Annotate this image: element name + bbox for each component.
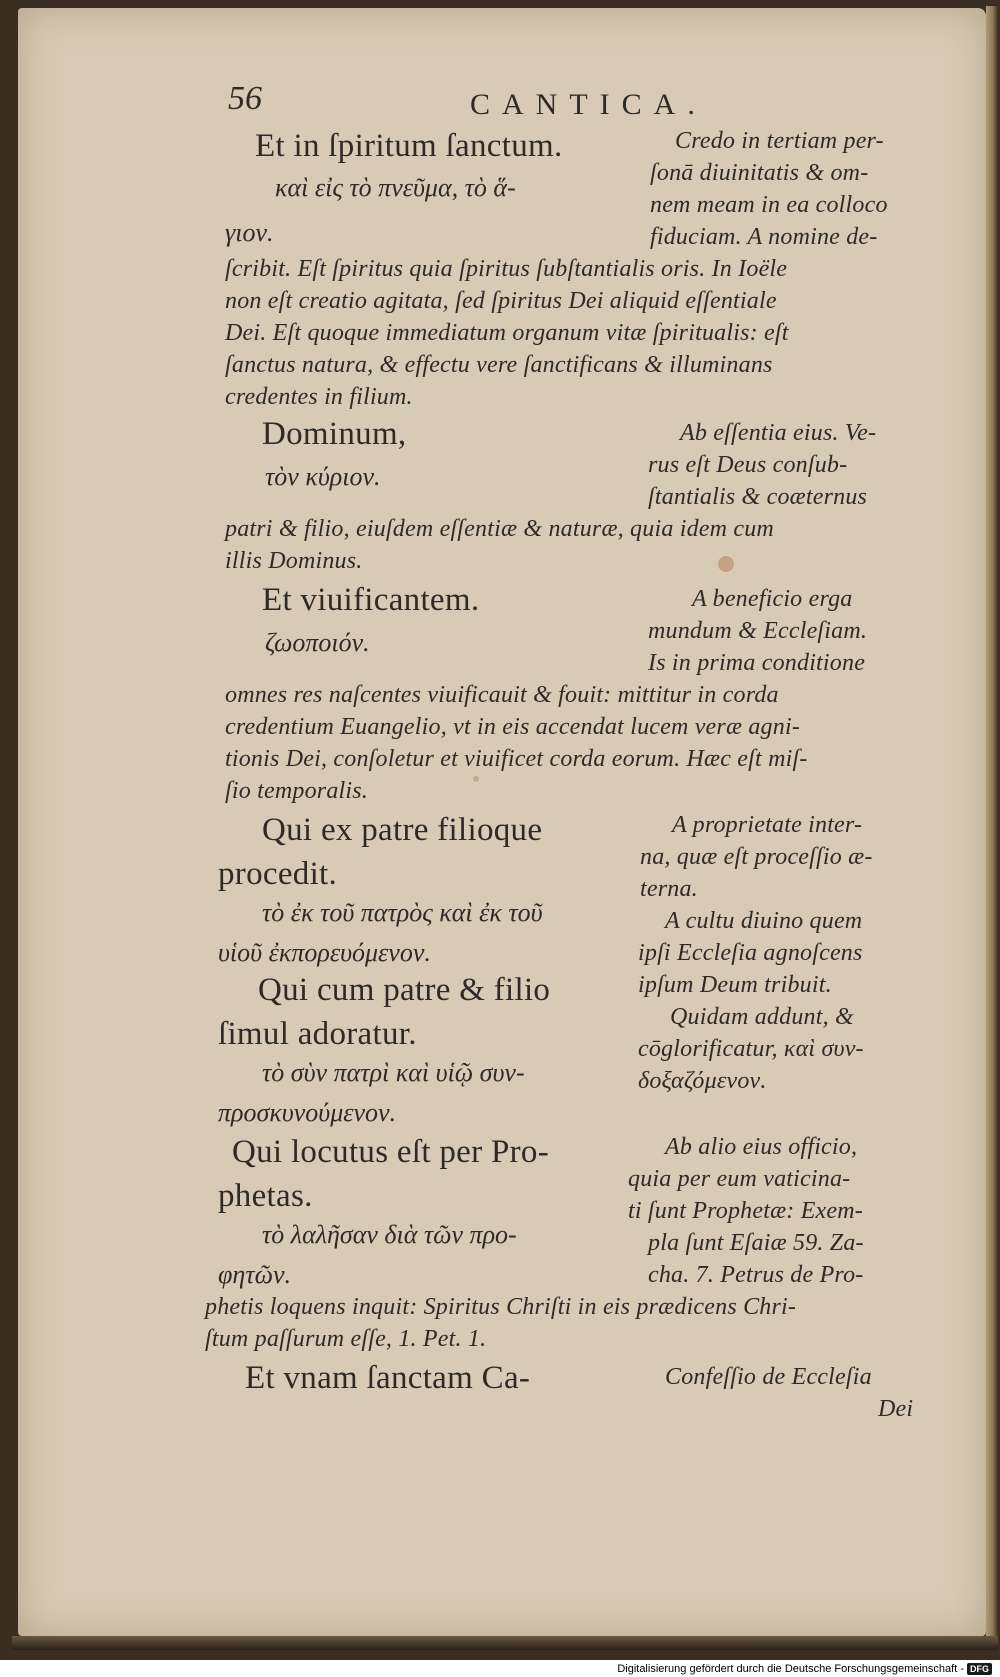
creed-line: Et viuificantem. bbox=[262, 582, 480, 618]
creed-line: Et in ſpiritum ſanctum. bbox=[255, 128, 563, 164]
greek-line: υἱοῦ ἐκπορευόμενον. bbox=[218, 938, 431, 967]
commentary-line: Credo in tertiam per- bbox=[675, 128, 884, 154]
page-edge-right bbox=[986, 6, 998, 1642]
commentary-line: credentium Euangelio, vt in eis accendat lucem veræ agni- bbox=[225, 714, 801, 740]
commentary-line: Dei bbox=[878, 1396, 914, 1422]
commentary-line: ſanctus natura, & effectu vere ſanctificans & illuminans bbox=[225, 352, 773, 378]
digitization-footer bbox=[617, 1660, 992, 1677]
page-edge-bottom bbox=[12, 1636, 998, 1650]
greek-line: φητῶν. bbox=[218, 1260, 291, 1289]
greek-line: ζωοποιόν. bbox=[265, 628, 370, 657]
commentary-line: phetis loquens inquit: Spiritus Chriſti in eis prædicens Chri- bbox=[205, 1294, 797, 1320]
creed-line: Qui locutus eſt per Pro- bbox=[232, 1134, 549, 1170]
commentary-line: mundum & Eccleſiam. bbox=[648, 618, 868, 644]
page-stain bbox=[473, 776, 479, 782]
commentary-line: ti ſunt Prophetæ: Exem- bbox=[628, 1198, 863, 1224]
commentary-line: pla ſunt Eſaiæ 59. Za- bbox=[648, 1230, 864, 1256]
page-stain bbox=[718, 556, 734, 572]
commentary-line: δοξαζόμενον. bbox=[638, 1068, 767, 1094]
commentary-line: ſcribit. Eſt ſpiritus quia ſpiritus ſubſtantialis oris. In Ioële bbox=[225, 256, 788, 282]
commentary-line: Confeſſio de Eccleſia bbox=[665, 1364, 872, 1390]
commentary-line: A cultu diuino quem bbox=[665, 908, 863, 934]
commentary-line: patri & filio, eiuſdem eſſentiæ & naturæ, quia idem cum bbox=[225, 516, 774, 542]
creed-line: Qui ex patre filioque bbox=[262, 812, 543, 848]
greek-line: προσκυνούμενον. bbox=[218, 1098, 397, 1127]
commentary-line: ipſum Deum tribuit. bbox=[638, 972, 832, 998]
greek-line: καὶ εἰς τὸ πνεῦμα, τὸ ἅ- bbox=[275, 173, 516, 202]
commentary-line: Ab alio eius officio, bbox=[665, 1134, 858, 1160]
commentary-line: Is in prima conditione bbox=[648, 650, 866, 676]
greek-line: τὸ σὺν πατρὶ καὶ υἱῷ συν- bbox=[262, 1058, 525, 1087]
commentary-line: rus eſt Deus conſub- bbox=[648, 452, 848, 478]
commentary-line: Quidam addunt, & bbox=[670, 1004, 854, 1030]
greek-line: γιον. bbox=[225, 218, 274, 247]
commentary-line: fiduciam. A nomine de- bbox=[650, 224, 878, 250]
creed-line: ſimul adoratur. bbox=[218, 1016, 417, 1052]
commentary-line: cōglorificatur, καὶ συν- bbox=[638, 1036, 864, 1062]
commentary-line: A proprietate inter- bbox=[672, 812, 863, 838]
commentary-line: nem meam in ea colloco bbox=[650, 192, 888, 218]
commentary-line: ſtantialis & coæternus bbox=[648, 484, 868, 510]
commentary-line: illis Dominus. bbox=[225, 548, 363, 574]
commentary-line: credentes in filium. bbox=[225, 384, 413, 410]
commentary-line: Dei. Eſt quoque immediatum organum vitæ ſpiritualis: eſt bbox=[225, 320, 789, 346]
commentary-line: Ab eſſentia eius. Ve- bbox=[680, 420, 877, 446]
running-head: CANTICA. bbox=[470, 88, 707, 121]
commentary-line: quia per eum vaticina- bbox=[628, 1166, 851, 1192]
commentary-line: ſio temporalis. bbox=[225, 778, 369, 804]
commentary-line: ſtum paſſurum eſſe, 1. Pet. 1. bbox=[205, 1326, 487, 1352]
commentary-line: ſonā diuinitatis & om- bbox=[650, 160, 869, 186]
commentary-line: na, quæ eſt proceſſio æ- bbox=[640, 844, 873, 870]
greek-line: τὸ λαλῆσαν διὰ τῶν προ- bbox=[262, 1220, 517, 1249]
footer-credit: Digitalisierung gefördert durch die Deutsche Forschungsgemeinschaft - bbox=[617, 1662, 964, 1675]
creed-line: phetas. bbox=[218, 1178, 313, 1214]
commentary-line: terna. bbox=[640, 876, 698, 902]
commentary-line: omnes res naſcentes viuificauit & fouit: mittitur in corda bbox=[225, 682, 779, 708]
creed-line: procedit. bbox=[218, 856, 338, 892]
commentary-line: tionis Dei, conſoletur et viuificet corda eorum. Hæc eſt miſ- bbox=[225, 746, 808, 772]
creed-line: Dominum, bbox=[262, 416, 407, 452]
page-number: 56 bbox=[228, 80, 262, 117]
creed-line: Et vnam ſanctam Ca- bbox=[245, 1360, 531, 1396]
dfg-logo: DFG bbox=[967, 1663, 992, 1675]
commentary-line: non eſt creatio agitata, ſed ſpiritus Dei aliquid eſſentiale bbox=[225, 288, 777, 314]
commentary-line: A beneficio erga bbox=[692, 586, 853, 612]
creed-line: Qui cum patre & filio bbox=[258, 972, 551, 1008]
commentary-line: cha. 7. Petrus de Pro- bbox=[648, 1262, 864, 1288]
commentary-line: ipſi Eccleſia agnoſcens bbox=[638, 940, 863, 966]
greek-line: τὸν κύριον. bbox=[265, 462, 381, 491]
greek-line: τὸ ἐκ τοῦ πατρὸς καὶ ἐκ τοῦ bbox=[262, 898, 543, 927]
